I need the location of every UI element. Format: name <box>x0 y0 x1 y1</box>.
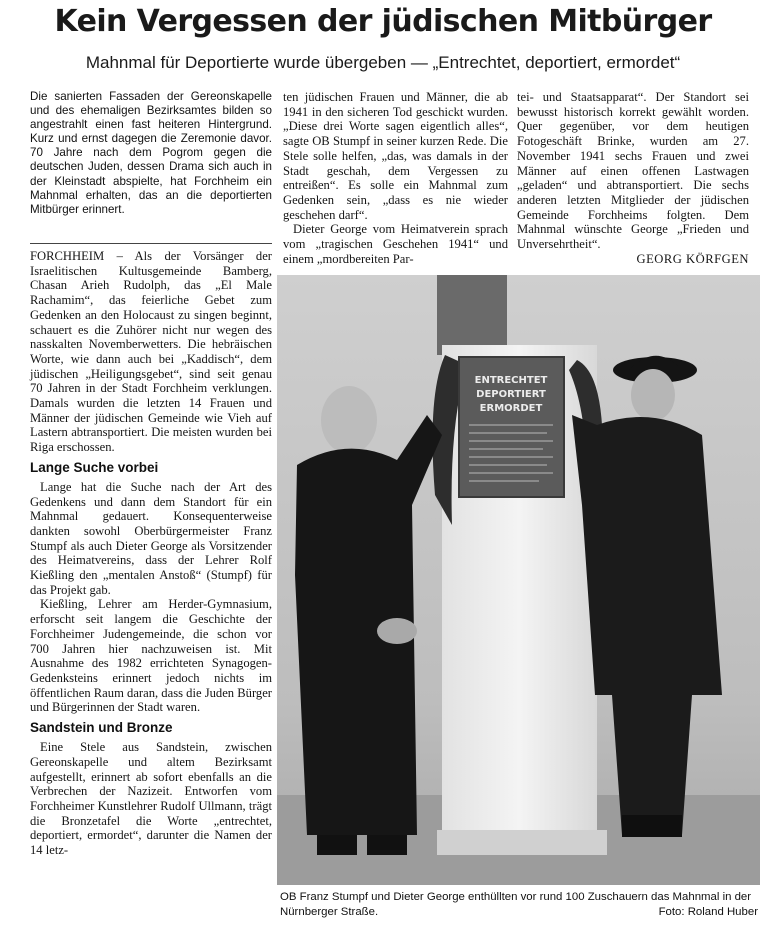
article-column-1 <box>30 249 272 858</box>
article-paragraph: tei- und Staatsapparat“. Der Standort sei bewusst historisch korrekt gewählt worden. Quer gegenüber, vor dem heutigen Fotogeschäft Brinke, wurden am 27. November 1941 sechs Frauen und zwei Männer auf einen offenen Lastwagen „geladen“ und abtransportiert. Die sechs anderen letzten Mitglieder der jüdischen Gemeinde Forchheims folgten. Dem Mahnmal wünschte George „Frieden und Unversehrtheit“. <box>517 90 749 252</box>
author-byline: GEORG KÖRFGEN <box>636 251 749 266</box>
intro-paragraph: Die sanierten Fassaden der Gereonskapelle und des ehemaligen Bezirksamtes bilden so angestrahlt einen fast heiteren Hintergrund. Kurz und ernst dagegen die Zeremonie davor. 70 Jahre nach dem Pogrom gegen die deutschen Juden, dessen Drama sich auch in der Kleinstadt abspielte, hat Forchheim ein Mahnmal erhalten, das an die deportierten Mitbürger erinnert. <box>30 90 272 216</box>
article-paragraph: Eine Stele aus Sandstein, zwischen Gereonskapelle und altem Bezirksamt aufgestellt, erinnert ab sofort ebenfalls an die Verbrechen der Nazizeit. Entworfen vom Forchheimer Kunstlehrer Rudolf Ullmann, trägt die Bronzetafel die Worte „entrechtet, deportiert, ermordet“, darunter die Namen der 14 letz- <box>30 740 272 858</box>
article-paragraph: Lange hat die Suche nach der Art des Gedenkens und dann dem Standort für ein Mahnmal gedauert. Konsequenterweise dankten sowohl Oberbürgermeister Franz Stumpf als auch Dieter George als Vorsitzender des Heimatvereins, dass der Lehrer Rolf Kießling den „mentalen Anstoß“ (Stumpf) für das Projekt gab. <box>30 479 272 597</box>
article-paragraph: Kießling, Lehrer am Herder-Gymnasium, erforscht seit langem die Geschichte der Forchheimer Judengemeinde, die schon vor 700 Jahren hier nachzuweisen ist. Mit Ausnahme des 1982 errichteten Synagogen-Gedenksteins erinnert jedoch nichts im öffentlichen Raum daran, dass die Juden Bürger und Bürgerinnen der Stadt waren. <box>30 597 272 715</box>
intro-divider <box>30 243 272 244</box>
plaque-line-1: ENTRECHTET <box>474 375 548 386</box>
plaque-line-3: ERMORDET <box>479 403 543 414</box>
article-column-3 <box>517 90 749 266</box>
subheadline: Mahnmal für Deportierte wurde übergeben — „Entrechtet, deportiert, ermordet“ <box>85 53 681 72</box>
stele-top <box>437 275 507 355</box>
caption-text: OB Franz Stumpf und Dieter George enthüllten vor rund 100 Zuschauern das Mahnmal in der Nürnberger Straße. <box>280 891 752 918</box>
photo-illustration <box>277 275 760 885</box>
article-column-2 <box>283 90 508 266</box>
article-paragraph: FORCHHEIM – Als der Vorsänger der Israelitischen Kultusgemeinde Bamberg, Chasan Arieh Rudolph, das „El Male Rachamim“, das feierliche Gebet zum Gedenken an den Holocaust zu singen beginnt, schauert es die Zuhörer nicht nur wegen des nasskalten Novemberwetters. Die hebräischen Worte, wie dann auch bei „Kaddisch“, dem jüdischen „Heiligungsgebet“, sind seit genau 70 Jahren in der Stadt Forchheim verklungen. Damals wurden die letzten 14 Frauen und Männer der jüdischen Gemeinde wie Vieh auf Lastern abtransportiert. Die meisten wurden bei Riga erschossen. <box>30 249 272 455</box>
photo-credit: Foto: Roland Huber <box>658 905 758 918</box>
article-paragraph: ten jüdischen Frauen und Männer, die ab 1941 in den sicheren Tod geschickt wurden. „Diese drei Worte sagen eigentlich alles“, sagte OB Stumpf in seiner kurzen Rede. Die Stele solle helfen, „das, was damals in der Stadt geschah, dem Vergessen zu entreißen“. Es solle ein Mahnmal zum Gedenken sein, „dass es nie wieder geschehen darf“. <box>283 90 508 222</box>
headline: Kein Vergessen der jüdischen Mitbürger <box>54 4 712 39</box>
photo-caption <box>280 890 758 919</box>
article-photo <box>277 275 760 885</box>
article-paragraph: Dieter George vom Heimatverein sprach vom „tragischen Geschehen 1941“ und einem „mordbereiten Par- <box>283 222 508 266</box>
section-heading: Sandstein und Bronze <box>30 720 173 736</box>
plaque-line-2: DEPORTIERT <box>476 389 546 400</box>
section-heading: Lange Suche vorbei <box>30 459 159 475</box>
